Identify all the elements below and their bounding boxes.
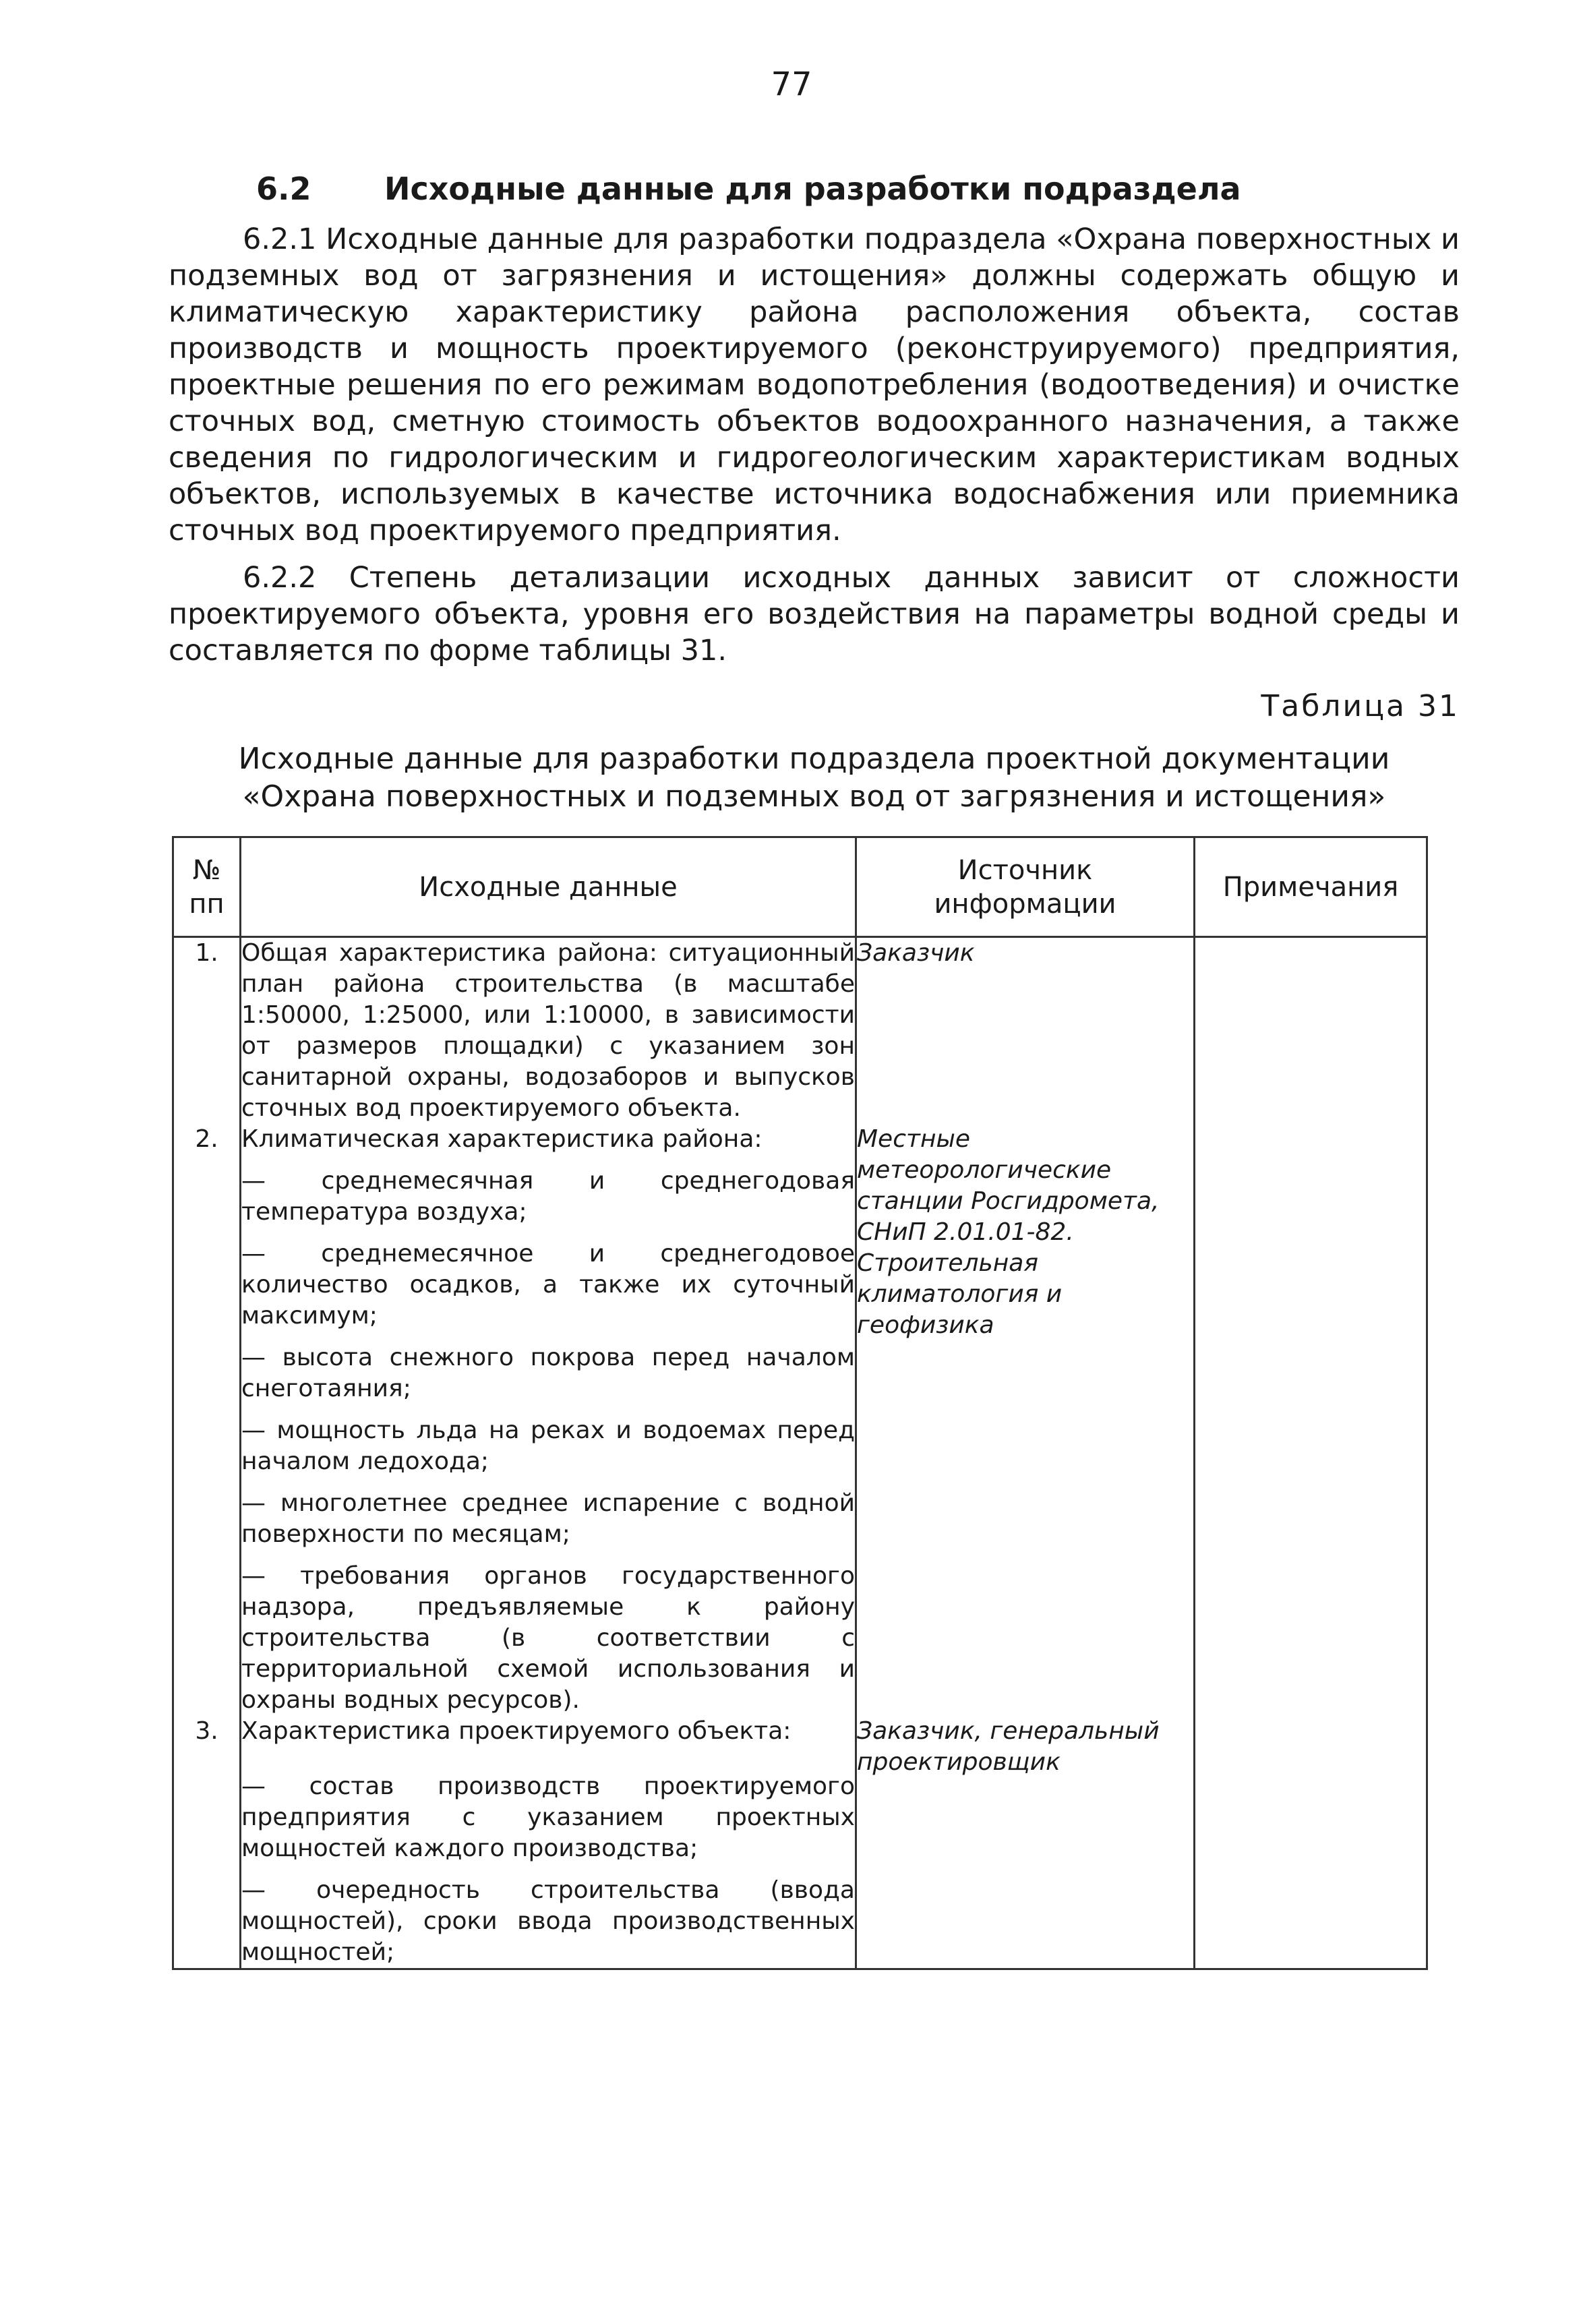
row-item: — многолетнее среднее испарение с водной поверхности по месяцам; (241, 1489, 855, 1548)
section-number: 6.2 (256, 171, 311, 207)
header-notes: Примечания (1195, 837, 1427, 937)
row-notes (1195, 1716, 1427, 1969)
row-item: — среднемесячное и среднегодовое количество осадков, а также их суточный максимум; (241, 1240, 855, 1330)
table-title-line: «Охрана поверхностных и подземных вод от загрязнения и истощения» (242, 779, 1386, 814)
paragraph: 6.2.2 Степень детализации исходных данных зависит от сложности проектируемого объекта, уровня его воздействия на параметры водной среды и составляется по форме таблицы 31. (169, 561, 1460, 667)
row-item: — требования органов государственного надзора, предъявляемые к району строительства (в соответствии с территориальной схемой использования и охраны водных ресурсов). (241, 1562, 855, 1714)
table-label: Таблица 31 (1261, 689, 1460, 723)
table-title (169, 740, 1460, 816)
row-content (241, 1124, 856, 1716)
table-row (173, 1124, 1427, 1716)
table-title-line: Исходные данные для разработки подраздела проектной документации (238, 742, 1390, 776)
table-row (173, 937, 1427, 1125)
row-notes (1195, 1124, 1427, 1716)
row-source: Заказчик, генеральный проектировщик (856, 1716, 1195, 1969)
row-item: Характеристика проектируемого объекта: (241, 1717, 792, 1745)
body-text-section-621 (169, 221, 1460, 549)
body-text-section-622 (169, 560, 1460, 669)
row-item: — мощность льда на реках и водоемах перед началом ледохода; (241, 1417, 855, 1475)
row-item: — высота снежного покрова перед началом снеготаяния; (241, 1344, 855, 1402)
row-notes (1195, 937, 1427, 1125)
source-data-table (172, 836, 1428, 1970)
row-source: Заказчик (856, 937, 1195, 1125)
row-item: Климатическая характеристика района: (241, 1125, 763, 1153)
header-information-source: Источник информации (856, 837, 1195, 937)
header-number: № пп (173, 837, 241, 937)
row-number: 1. (173, 937, 241, 1125)
row-content (241, 1716, 856, 1969)
row-item: Общая характеристика района: ситуационный план района строительства (в масштабе 1:50000, 1:25000, или 1:10000, в зависимости от размеров площадки) с указанием зон санитарной охраны, водозаборов и выпусков сточных вод проектируемого объекта. (241, 939, 855, 1122)
row-item: — очередность строительства (ввода мощностей), сроки ввода производственных мощностей; (241, 1876, 855, 1966)
row-source: Местные метеорологические станции Росгидромета, СНиП 2.01.01-82. Строительная климатология и геофизика (856, 1124, 1195, 1716)
row-number: 3. (173, 1716, 241, 1969)
paragraph: 6.2.1 Исходные данные для разработки подраздела «Охрана поверхностных и подземных вод от загрязнения и истощения» должны содержать общую и климатическую характеристику района расположения объекта, состав производств и мощность проектируемого (реконструируемого) предприятия, проектные решения по его режимам водопотребления (водоотведения) и очистке сточных вод, сметную стоимость объектов водоохранного назначения, а также сведения по гидрологическим и гидрогеологическим характеристикам водных объектов, используемых в качестве источника водоснабжения или приемника сточных вод проектируемого предприятия. (169, 222, 1460, 547)
table-header-row (173, 837, 1427, 937)
row-item: — состав производств проектируемого предприятия с указанием проектных мощностей каждого производства; (241, 1772, 855, 1862)
row-number: 2. (173, 1124, 241, 1716)
row-content (241, 937, 856, 1125)
section-heading (256, 169, 1470, 209)
section-title: Исходные данные для разработки подраздела (384, 171, 1241, 207)
page-number: 77 (771, 65, 812, 103)
header-source-data: Исходные данные (241, 837, 856, 937)
table-row (173, 1716, 1427, 1969)
row-item: — среднемесячная и среднегодовая температура воздуха; (241, 1167, 855, 1226)
